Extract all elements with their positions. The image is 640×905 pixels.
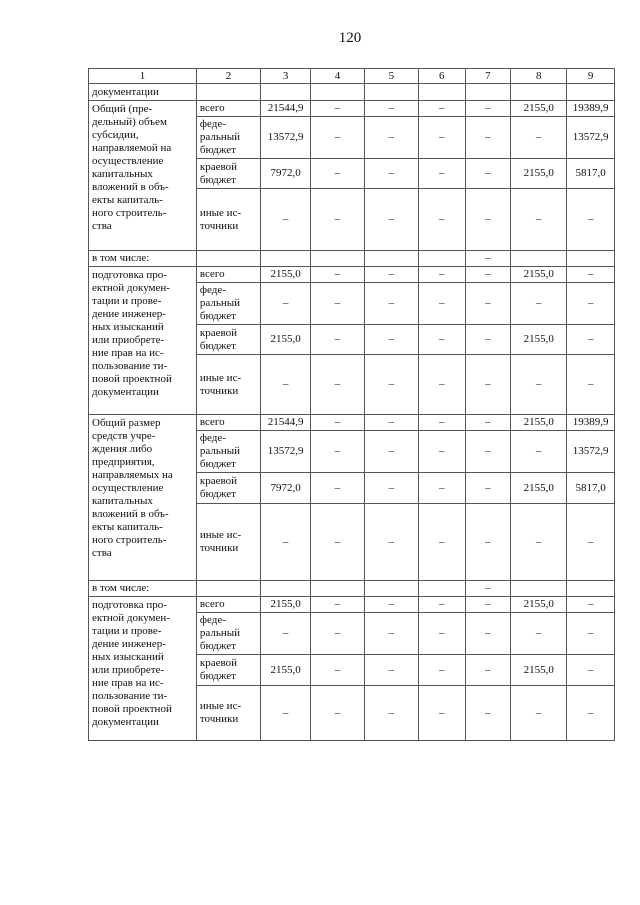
value-cell: 2155,0 [261,325,311,355]
value-cell: – [465,189,511,251]
value-cell: – [567,267,615,283]
value-cell: – [311,325,365,355]
value-cell: 2155,0 [511,101,567,117]
value-cell: – [465,431,511,473]
funding-source: иные ис- точники [196,686,260,741]
value-cell: – [364,355,418,415]
continuation-label: документации [89,84,197,101]
funding-source: краевой бюджет [196,159,260,189]
value-cell: 5817,0 [567,159,615,189]
subtotal-cell [511,251,567,267]
funding-source: краевой бюджет [196,655,260,686]
value-cell: – [311,504,365,581]
value-cell: – [418,686,465,741]
value-cell: – [311,431,365,473]
column-header: 5 [364,69,418,84]
value-cell: – [418,415,465,431]
value-cell: – [567,597,615,613]
value-cell: – [465,613,511,655]
value-cell: – [418,473,465,504]
table-row [89,101,615,117]
value-cell: – [364,283,418,325]
subtotal-cell [196,251,260,267]
funding-source: феде- ральный бюджет [196,431,260,473]
funding-source: феде- ральный бюджет [196,117,260,159]
value-cell: – [261,686,311,741]
value-cell: – [418,101,465,117]
value-cell: 7972,0 [261,159,311,189]
value-cell: – [511,686,567,741]
value-cell: – [511,355,567,415]
column-header: 9 [567,69,615,84]
value-cell: 2155,0 [511,473,567,504]
value-cell: – [364,325,418,355]
value-cell: – [418,325,465,355]
value-cell: 7972,0 [261,473,311,504]
value-cell: – [418,283,465,325]
row-description: Общий (пре- дельный) объем субсидии, направляемой на осуществление капитальных вложений в объ- екты капиталь- ного строитель- ства [89,101,197,251]
value-cell: – [511,117,567,159]
subtotal-cell: – [465,581,511,597]
value-cell: 2155,0 [511,597,567,613]
value-cell: – [567,613,615,655]
value-cell: – [311,101,365,117]
value-cell: – [311,613,365,655]
value-cell: 19389,9 [567,415,615,431]
subtotal-cell [364,251,418,267]
value-cell: – [465,597,511,613]
empty-cell [196,84,260,101]
value-cell: – [311,415,365,431]
funding-source: краевой бюджет [196,473,260,504]
value-cell: – [465,686,511,741]
value-cell: – [567,655,615,686]
column-header: 1 [89,69,197,84]
value-cell: – [311,189,365,251]
value-cell: – [311,267,365,283]
value-cell: – [418,597,465,613]
funding-source: феде- ральный бюджет [196,613,260,655]
value-cell: – [364,159,418,189]
value-cell: 13572,9 [567,431,615,473]
value-cell: 2155,0 [261,597,311,613]
value-cell: – [511,189,567,251]
value-cell: – [418,613,465,655]
value-cell: – [465,159,511,189]
subtotal-cell [567,581,615,597]
value-cell: 13572,9 [261,431,311,473]
subtotal-cell [311,251,365,267]
value-cell: – [465,504,511,581]
funding-source: иные ис- точники [196,355,260,415]
funding-source: всего [196,101,260,117]
column-header: 4 [311,69,365,84]
value-cell: – [364,655,418,686]
value-cell: 19389,9 [567,101,615,117]
column-header: 3 [261,69,311,84]
value-cell: 2155,0 [511,159,567,189]
value-cell: – [567,325,615,355]
column-header: 6 [418,69,465,84]
value-cell: – [261,283,311,325]
value-cell: – [465,267,511,283]
empty-cell [311,84,365,101]
subtotal-cell [418,581,465,597]
value-cell: – [418,159,465,189]
value-cell: – [465,325,511,355]
value-cell: – [567,504,615,581]
empty-cell [418,84,465,101]
funding-source: всего [196,597,260,613]
value-cell: – [261,189,311,251]
value-cell: – [364,597,418,613]
value-cell: – [311,355,365,415]
value-cell: – [567,355,615,415]
value-cell: 21544,9 [261,101,311,117]
funding-source: иные ис- точники [196,189,260,251]
value-cell: 13572,9 [567,117,615,159]
subtotal-label: в том числе: [89,581,197,597]
empty-cell [567,84,615,101]
funding-source: феде- ральный бюджет [196,283,260,325]
value-cell: – [418,655,465,686]
value-cell: – [364,117,418,159]
empty-cell [465,84,511,101]
value-cell: – [311,283,365,325]
value-cell: – [465,117,511,159]
value-cell: – [364,189,418,251]
row-description: подготовка про- ектной докумен- тации и прове- дение инженер- ных изысканий или приобрете- ние прав на ис- пользование ти- повой проектной документации [89,597,197,741]
funding-source: всего [196,267,260,283]
value-cell: – [311,473,365,504]
value-cell: – [364,473,418,504]
value-cell: – [511,613,567,655]
value-cell: – [311,686,365,741]
subtotal-cell [196,581,260,597]
value-cell: – [311,159,365,189]
value-cell: – [261,504,311,581]
value-cell: – [465,101,511,117]
row-description: подготовка про- ектной докумен- тации и прове- дение инженер- ных изысканий или приобрете- ние прав на ис- пользование ти- повой проектной документации [89,267,197,415]
value-cell: – [364,101,418,117]
value-cell: – [364,504,418,581]
subtotal-cell [418,251,465,267]
value-cell: – [364,267,418,283]
value-cell: 5817,0 [567,473,615,504]
subtotal-row [89,581,615,597]
subtotal-cell [261,251,311,267]
subtotal-cell [261,581,311,597]
row-description: Общий размер средств учре- ждения либо предприятия, направляемых на осуществление капитальных вложений в объ- екты капиталь- ного строитель- ства [89,415,197,581]
value-cell: – [364,431,418,473]
funding-source: всего [196,415,260,431]
subtotal-cell [364,581,418,597]
value-cell: 2155,0 [261,655,311,686]
value-cell: – [418,267,465,283]
value-cell: 13572,9 [261,117,311,159]
value-cell: – [567,189,615,251]
value-cell: – [418,117,465,159]
continuation-row [89,84,615,101]
subtotal-cell [511,581,567,597]
subtotal-cell [311,581,365,597]
empty-cell [364,84,418,101]
value-cell: – [364,686,418,741]
subtotal-cell [567,251,615,267]
value-cell: – [418,431,465,473]
value-cell: – [465,473,511,504]
value-cell: – [418,189,465,251]
funding-source: иные ис- точники [196,504,260,581]
empty-cell [511,84,567,101]
funding-source: краевой бюджет [196,325,260,355]
value-cell: – [311,117,365,159]
value-cell: 2155,0 [511,415,567,431]
table-row [89,267,615,283]
value-cell: – [311,655,365,686]
value-cell: 2155,0 [511,325,567,355]
value-cell: – [511,283,567,325]
value-cell: – [465,355,511,415]
value-cell: – [311,597,365,613]
value-cell: 2155,0 [261,267,311,283]
value-cell: – [364,415,418,431]
table-row [89,597,615,613]
value-cell: – [418,355,465,415]
value-cell: – [511,504,567,581]
value-cell: – [465,415,511,431]
column-header: 7 [465,69,511,84]
empty-cell [261,84,311,101]
subtotal-cell: – [465,251,511,267]
table-row [89,415,615,431]
funding-table [88,68,615,741]
value-cell: – [261,355,311,415]
value-cell: – [261,613,311,655]
page-number: 120 [338,30,362,46]
header-row [89,69,615,84]
value-cell: 2155,0 [511,655,567,686]
column-header: 2 [196,69,260,84]
subtotal-row [89,251,615,267]
value-cell: – [465,655,511,686]
value-cell: 2155,0 [511,267,567,283]
value-cell: – [567,686,615,741]
value-cell: – [418,504,465,581]
subtotal-label: в том числе: [89,251,197,267]
value-cell: – [364,613,418,655]
value-cell: – [511,431,567,473]
value-cell: – [567,283,615,325]
value-cell: 21544,9 [261,415,311,431]
value-cell: – [465,283,511,325]
column-header: 8 [511,69,567,84]
